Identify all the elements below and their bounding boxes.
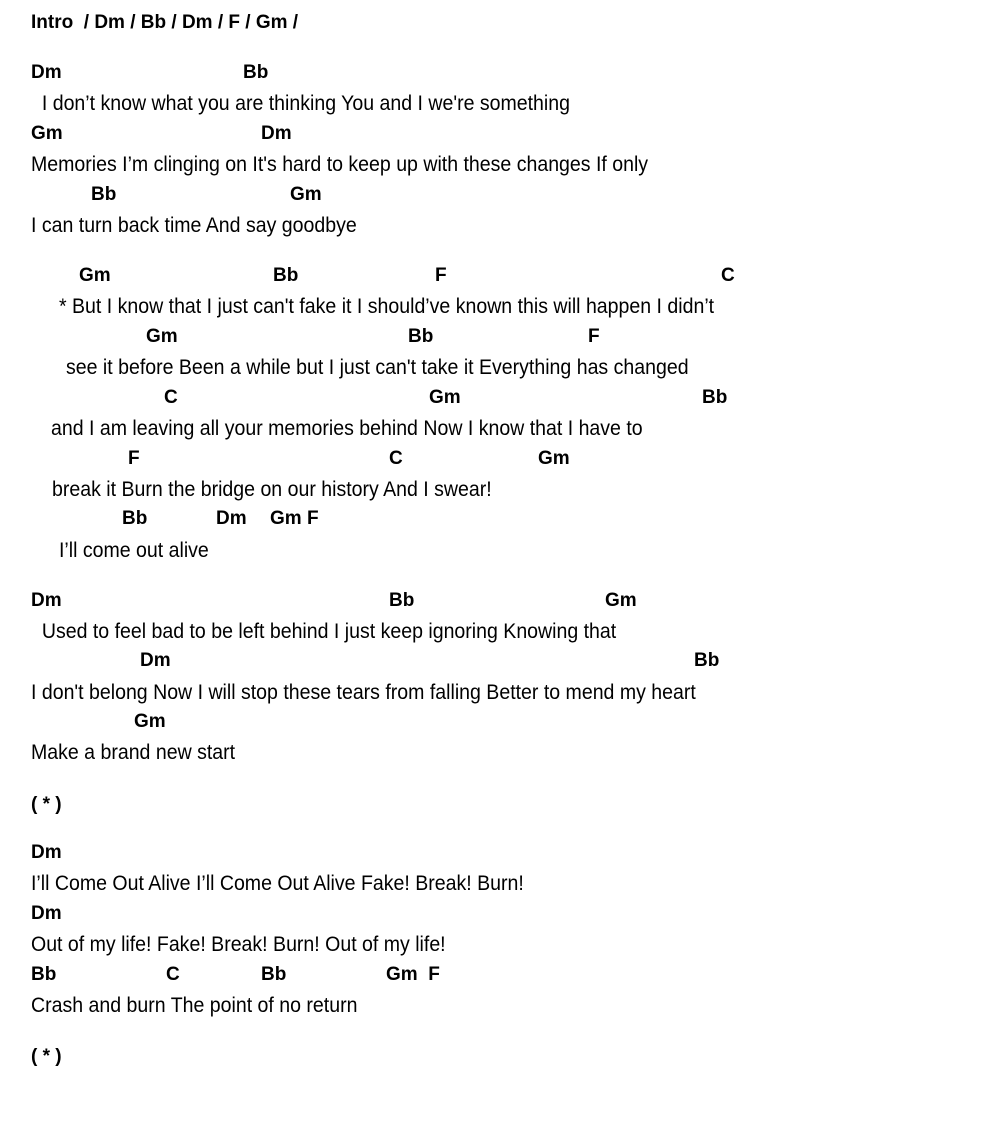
chord: Gm (79, 265, 111, 286)
chord: Bb (31, 964, 57, 985)
chord: Bb (408, 326, 434, 347)
chord: Bb (694, 650, 720, 671)
chord: Gm (134, 711, 166, 732)
lyric-line: see it before Been a while but I just can't take it Everything has changed (66, 356, 689, 379)
lyric-line: I don't belong Now I will stop these tears from falling Better to mend my heart (31, 681, 696, 704)
lyric-line: Used to feel bad to be left behind I just keep ignoring Knowing that (31, 620, 617, 643)
chord: Bb (243, 62, 269, 83)
chord: Gm F (270, 508, 319, 529)
chord: Dm (140, 650, 171, 671)
chord: Dm (31, 842, 62, 863)
lyric-line: I’ll come out alive (59, 539, 209, 562)
lyric-line: Memories I’m clinging on It's hard to keep up with these changes If only (31, 153, 649, 176)
chord: Gm (605, 590, 637, 611)
repeat-chorus-marker: ( * ) (31, 1046, 62, 1067)
lyric-line: I can turn back time And say goodbye (31, 214, 357, 237)
chord: F (128, 448, 140, 469)
chord: Bb (261, 964, 287, 985)
chord: Bb (273, 265, 299, 286)
lyric-line: Out of my life! Fake! Break! Burn! Out of my life! (31, 933, 446, 956)
chord: Gm (429, 387, 461, 408)
chord: Bb (91, 184, 117, 205)
chord: Dm (261, 123, 292, 144)
lyric-line: * But I know that I just can't fake it I should’ve known this will happen I didn’t (59, 295, 715, 318)
chord: Bb (389, 590, 415, 611)
chord: Bb (702, 387, 728, 408)
repeat-chorus-marker: ( * ) (31, 794, 62, 815)
chord: Dm (216, 508, 247, 529)
chord: Gm F (386, 964, 440, 985)
lyric-line: and I am leaving all your memories behind Now I know that I have to (51, 417, 643, 440)
chord: C (721, 265, 735, 286)
chord: C (164, 387, 178, 408)
chord: C (166, 964, 180, 985)
lyric-line: break it Burn the bridge on our history And I swear! (52, 478, 492, 501)
chord: Gm (290, 184, 322, 205)
chord: F (588, 326, 600, 347)
chord: Dm (31, 62, 62, 83)
lyric-line: I don’t know what you are thinking You and I we're something (31, 92, 570, 115)
lyric-line: Crash and burn The point of no return (31, 994, 358, 1017)
chord: Dm (31, 590, 62, 611)
chord: Dm (31, 903, 62, 924)
chord: Gm (538, 448, 570, 469)
intro-line: Intro / Dm / Bb / Dm / F / Gm / (31, 12, 299, 33)
chord: F (435, 265, 447, 286)
lyric-line: Make a brand new start (31, 741, 236, 764)
chord: Bb (122, 508, 148, 529)
chord: Gm (146, 326, 178, 347)
chord: Gm (31, 123, 63, 144)
chord: C (389, 448, 403, 469)
lyric-line: I’ll Come Out Alive I’ll Come Out Alive Fake! Break! Burn! (31, 872, 524, 895)
